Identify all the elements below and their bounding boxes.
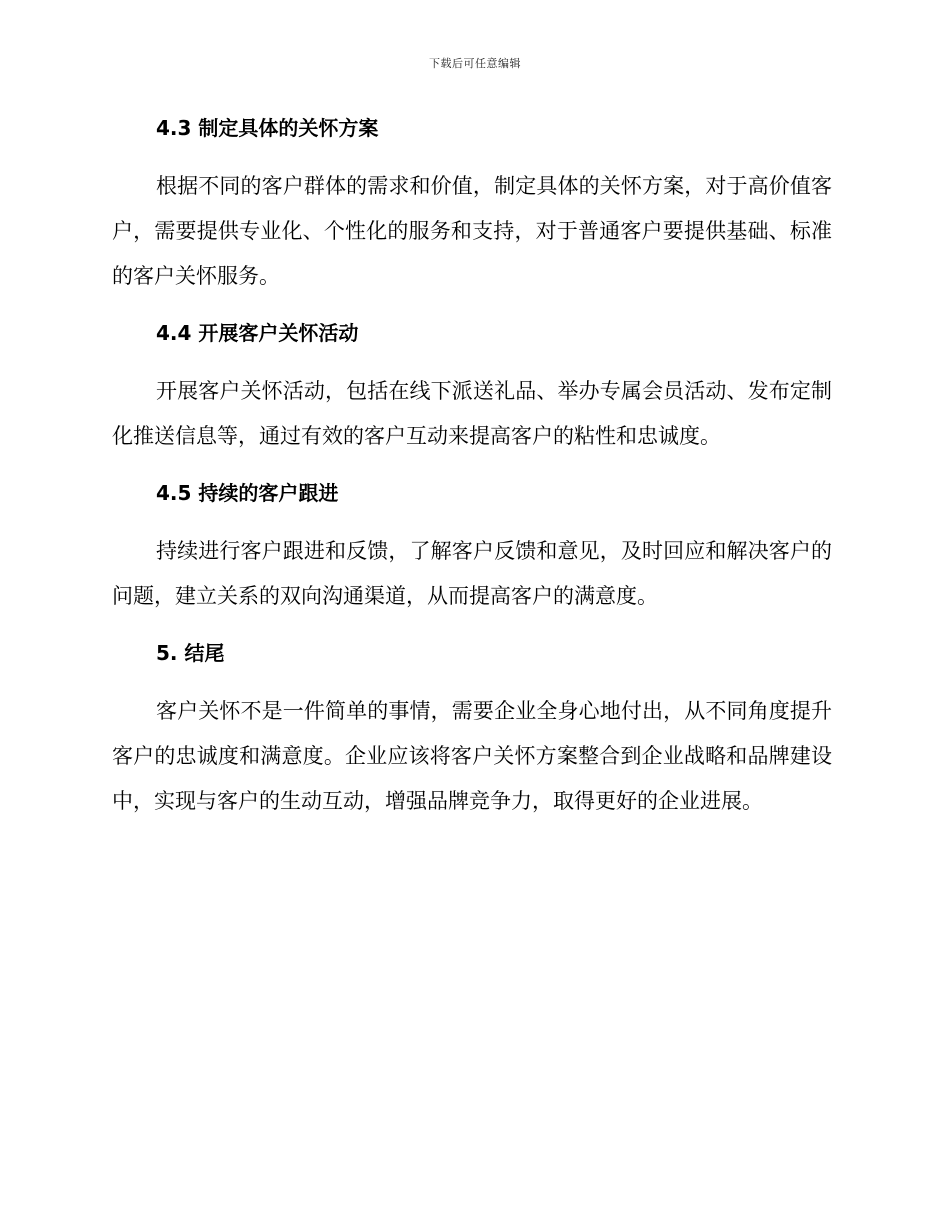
section-paragraph: 根据不同的客户群体的需求和价值，制定具体的关怀方案，对于高价值客户，需要提供专业化、个性化的服务和支持，对于普通客户要提供基础、标准的客户关怀服务。 bbox=[112, 174, 832, 288]
section-paragraph: 持续进行客户跟进和反馈，了解客户反馈和意见，及时回应和解决客户的问题，建立关系的双向沟通渠道，从而提高客户的满意度。 bbox=[112, 539, 832, 608]
section-heading: 5. 结尾 bbox=[156, 641, 225, 665]
section-heading: 4.3 制定具体的关怀方案 bbox=[156, 116, 379, 140]
section-heading: 4.5 持续的客户跟进 bbox=[156, 481, 339, 505]
document-body bbox=[112, 112, 832, 824]
section-paragraph: 客户关怀不是一件简单的事情，需要企业全身心地付出，从不同角度提升客户的忠诚度和满意度。企业应该将客户关怀方案整合到企业战略和品牌建设中，实现与客户的生动互动，增强品牌竞争力，取得更好的企业进展。 bbox=[112, 699, 832, 813]
section-paragraph: 开展客户关怀活动，包括在线下派送礼品、举办专属会员活动、发布定制化推送信息等，通过有效的客户互动来提高客户的粘性和忠诚度。 bbox=[112, 379, 832, 448]
section-5 bbox=[112, 637, 832, 824]
section-4-4 bbox=[112, 317, 832, 477]
section-4-3 bbox=[112, 112, 832, 317]
header-note: 下载后可任意编辑 bbox=[429, 57, 521, 70]
section-heading: 4.4 开展客户关怀活动 bbox=[156, 321, 359, 345]
section-4-5 bbox=[112, 477, 832, 637]
